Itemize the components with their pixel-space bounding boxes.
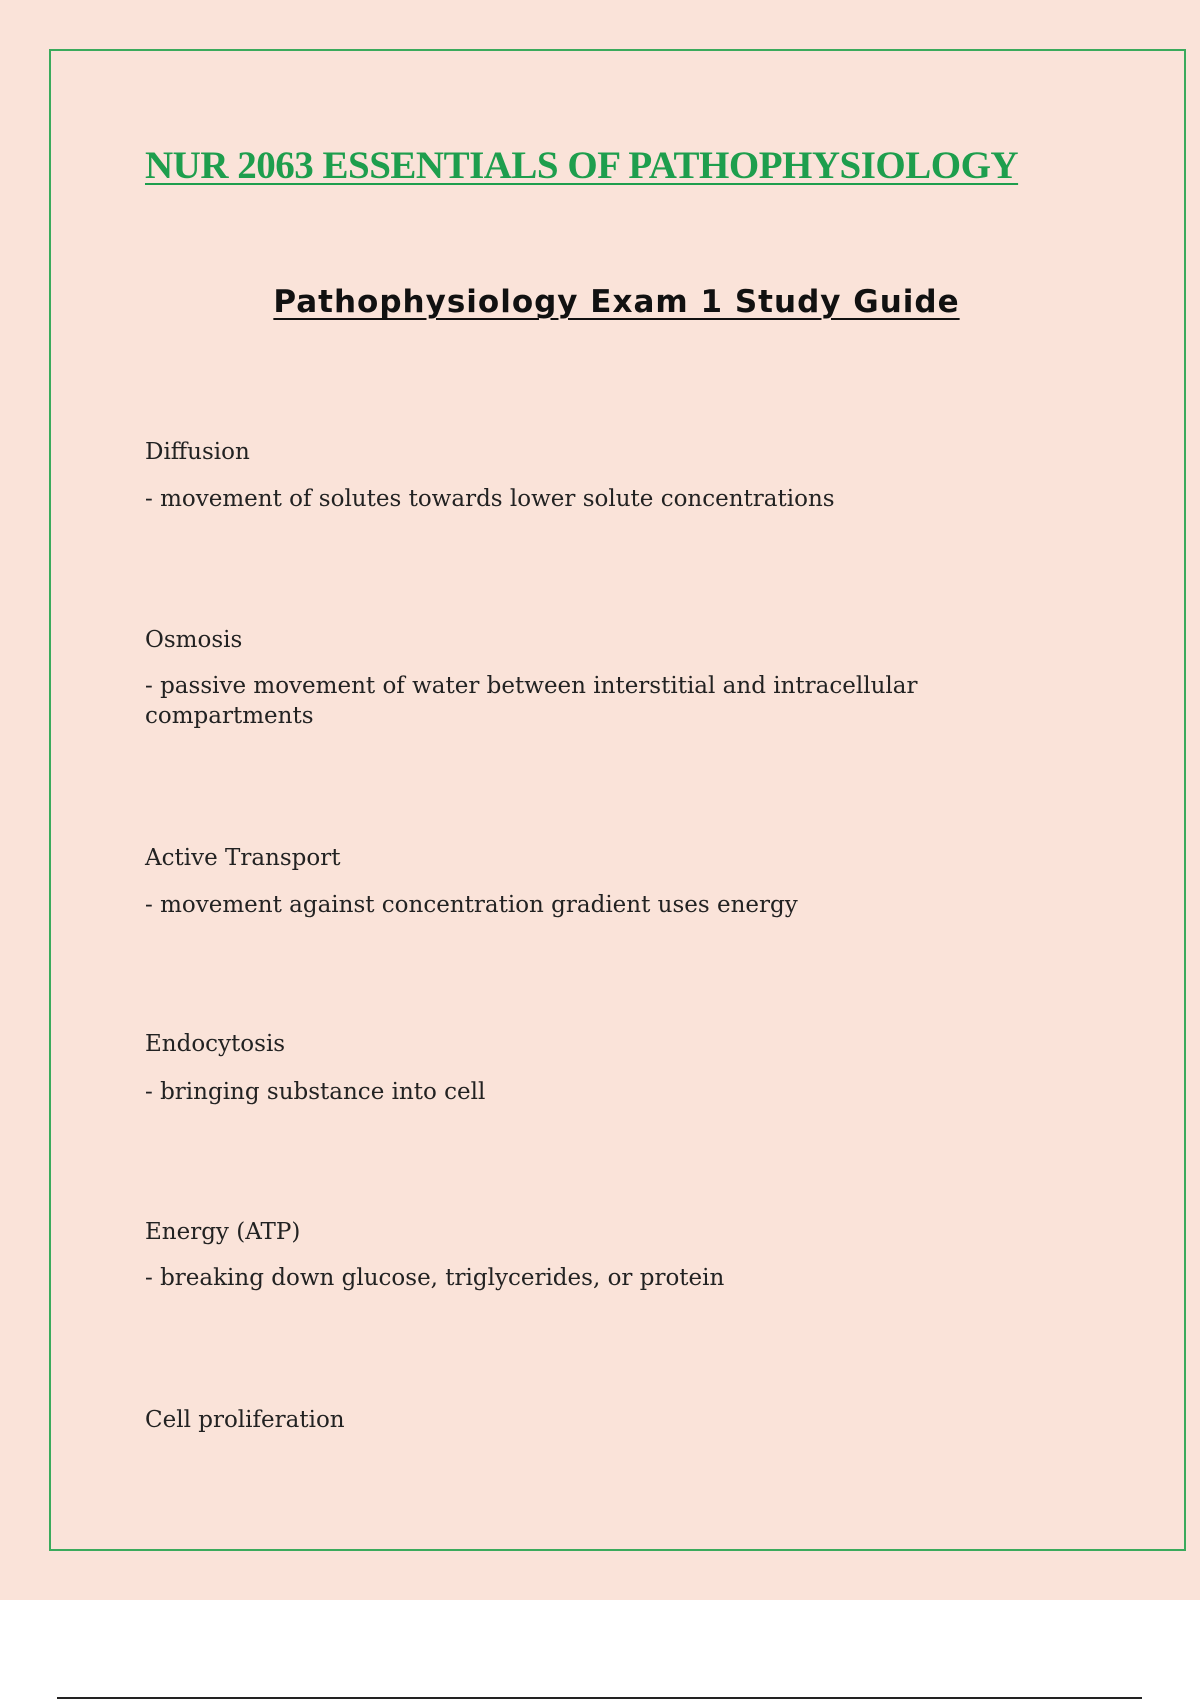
course-title: NUR 2063 ESSENTIALS OF PATHOPHYSIOLOGY bbox=[145, 144, 1019, 187]
term-energy-atp: Energy (ATP) bbox=[145, 1219, 301, 1245]
footer-divider bbox=[57, 1697, 1142, 1699]
definition-diffusion: - movement of solutes towards lower solute concentrations bbox=[145, 486, 835, 512]
term-active-transport: Active Transport bbox=[145, 845, 341, 871]
term-cell-proliferation: Cell proliferation bbox=[145, 1407, 345, 1433]
definition-endocytosis: - bringing substance into cell bbox=[145, 1079, 486, 1105]
page-border-frame bbox=[49, 49, 1186, 1551]
definition-active-transport: - movement against concentration gradient uses energy bbox=[145, 892, 798, 918]
term-diffusion: Diffusion bbox=[145, 439, 250, 465]
term-osmosis: Osmosis bbox=[145, 627, 243, 653]
definition-osmosis: - passive movement of water between interstitial and intracellular compartments bbox=[145, 673, 918, 729]
study-guide-title: Pathophysiology Exam 1 Study Guide bbox=[273, 284, 960, 320]
term-endocytosis: Endocytosis bbox=[145, 1031, 286, 1057]
definition-energy-atp: - breaking down glucose, triglycerides, or protein bbox=[145, 1265, 725, 1291]
